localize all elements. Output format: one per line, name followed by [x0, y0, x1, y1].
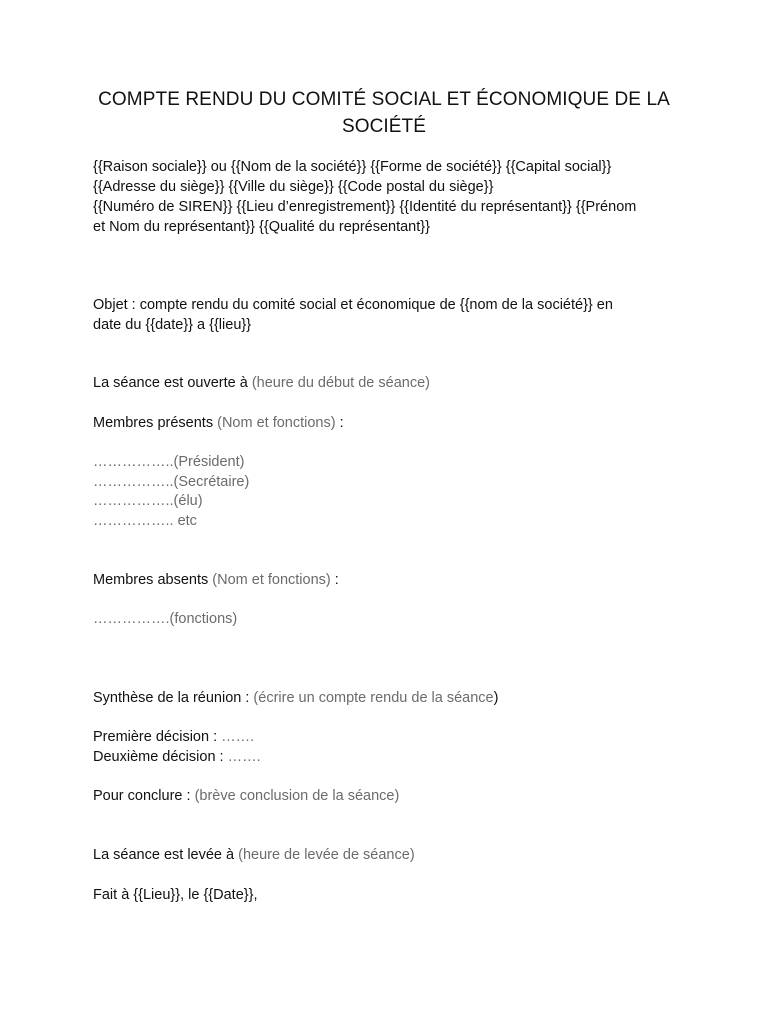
synthese-placeholder: (écrire un compte rendu de la séance	[253, 690, 494, 706]
membres-absents-heading	[93, 570, 339, 590]
membre-present-item: ……………..(élu)	[93, 493, 203, 509]
objet-line-1: Objet : compte rendu du comité social et économique de {{nom de la société}} en	[93, 297, 613, 313]
title-line-2: SOCIÉTÉ	[341, 116, 427, 137]
seance-levee-placeholder: (heure de levée de séance)	[238, 847, 415, 863]
membre-absent-item: …………….(fonctions)	[93, 611, 238, 627]
synthese-label: Synthèse de la réunion :	[93, 690, 254, 706]
header-line-1: {{Raison sociale}} ou {{Nom de la société}} {{Forme de société}} {{Capital social}}	[93, 159, 612, 175]
membre-present-item: …………….. etc	[93, 513, 197, 529]
header-line-3: {{Numéro de SIREN}} {{Lieu d’enregistrement}} {{Identité du représentant}} {{Prénom	[93, 199, 637, 215]
decision-2	[93, 747, 261, 767]
membres-absents-label: Membres absents	[93, 572, 213, 588]
seance-levee	[93, 845, 415, 865]
document-title	[84, 86, 684, 140]
conclusion-line	[93, 786, 399, 806]
membres-presents-placeholder: (Nom et fonctions)	[217, 415, 336, 431]
synthese-suffix: )	[493, 690, 499, 706]
seance-ouverte	[93, 373, 430, 393]
objet-line-2: date du {{date}} a {{lieu}}	[93, 317, 252, 333]
membre-present-item: ……………..(Président)	[93, 454, 245, 470]
decision-2-value: …….	[227, 749, 261, 765]
decision-1-value: …….	[221, 729, 255, 745]
decision-1-label: Première décision :	[93, 729, 222, 745]
seance-ouverte-label: La séance est ouverte à	[93, 375, 252, 391]
title-line-1: COMPTE RENDU DU COMITÉ SOCIAL ET ÉCONOMIQUE DE LA	[98, 89, 670, 110]
header-line-4: et Nom du représentant}} {{Qualité du représentant}}	[93, 219, 430, 235]
header-line-2: {{Adresse du siège}} {{Ville du siège}} {{Code postal du siège}}	[93, 179, 494, 195]
seance-ouverte-placeholder: (heure du début de séance)	[251, 375, 430, 391]
decision-1	[93, 727, 254, 747]
fait-a-line: Fait à {{Lieu}}, le {{Date}},	[93, 887, 258, 903]
membres-presents-heading	[93, 413, 344, 433]
membres-absents-placeholder: (Nom et fonctions)	[212, 572, 331, 588]
membres-presents-suffix: :	[335, 415, 344, 431]
seance-levee-label: La séance est levée à	[93, 847, 239, 863]
membres-absents-suffix: :	[330, 572, 339, 588]
synthese-line	[93, 688, 498, 708]
decision-2-label: Deuxième décision :	[93, 749, 228, 765]
conclusion-label: Pour conclure :	[93, 788, 195, 804]
membres-presents-label: Membres présents	[93, 415, 218, 431]
conclusion-placeholder: (brève conclusion de la séance)	[194, 788, 400, 804]
membre-present-item: ……………..(Secrétaire)	[93, 474, 250, 490]
